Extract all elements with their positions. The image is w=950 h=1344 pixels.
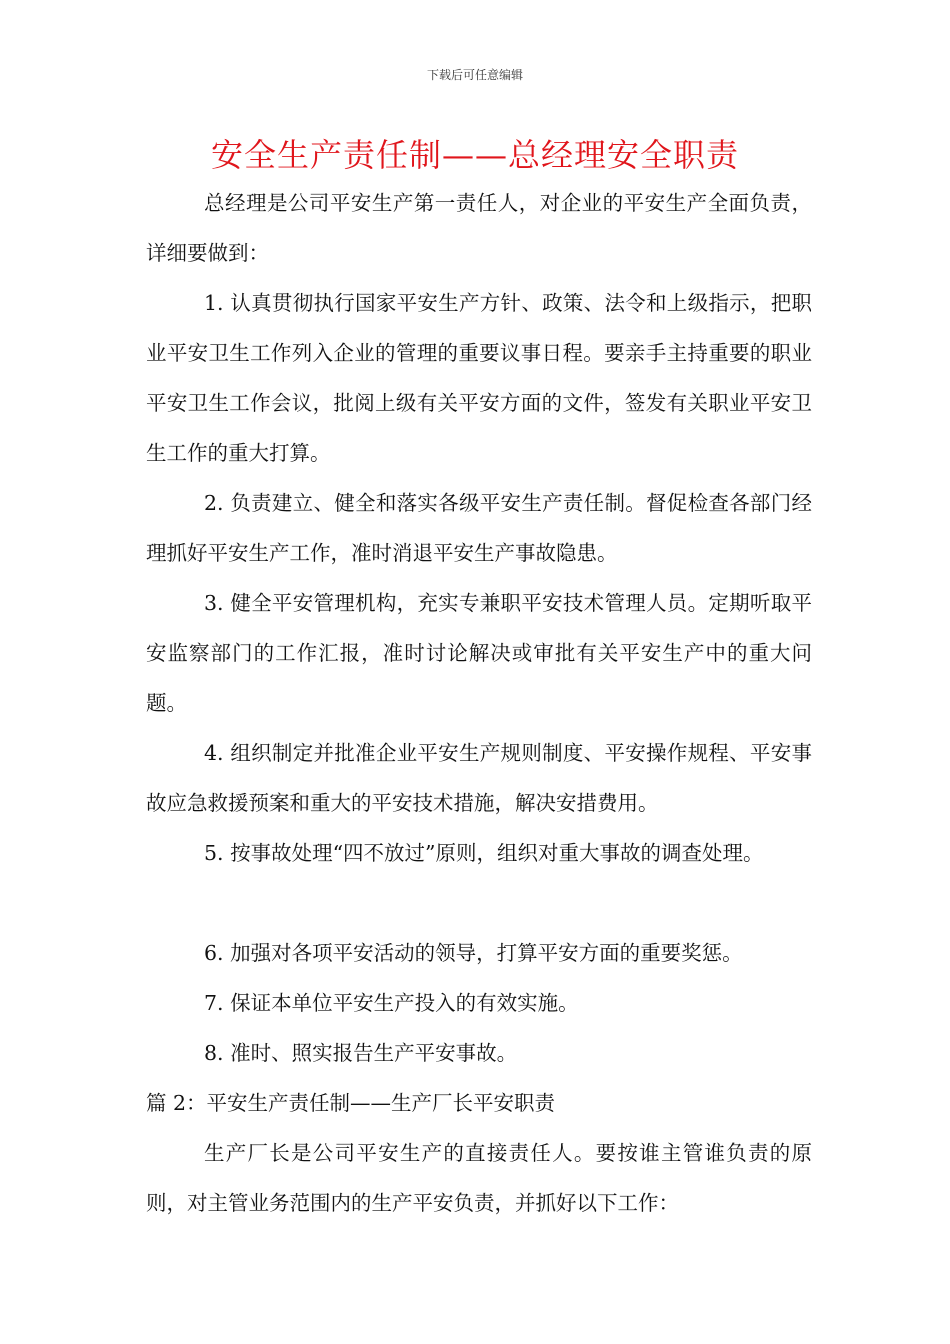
duty-item-8: 8. 准时、照实报告生产平安事故。: [204, 1041, 518, 1065]
duty-item-6: 6. 加强对各项平安活动的领导，打算平安方面的重要奖惩。: [204, 941, 743, 965]
intro-paragraph: 总经理是公司平安生产第一责任人，对企业的平安生产全面负责，详细要做到：: [146, 191, 812, 265]
page-header: 下载后可任意编辑: [426, 68, 523, 82]
blank-line: [146, 878, 812, 928]
document-title: 安全生产责任制——总经理安全职责: [210, 136, 739, 174]
section-2-intro-paragraph: 生产厂长是公司平安生产的直接责任人。要按谁主管谁负责的原则，对主管业务范围内的生产平安负责，并抓好以下工作：: [146, 1141, 812, 1215]
document-body: [146, 178, 812, 1228]
duty-item-2: 2. 负责建立、健全和落实各级平安生产责任制。督促检查各部门经理抓好平安生产工作，准时消退平安生产事故隐患。: [146, 491, 812, 565]
duty-item-5: 5. 按事故处理“四不放过”原则，组织对重大事故的调查处理。: [204, 841, 764, 865]
section-heading-part-2: 篇 2：平安生产责任制——生产厂长平安职责: [146, 1091, 556, 1115]
duty-item-1: 1. 认真贯彻执行国家平安生产方针、政策、法令和上级指示，把职业平安卫生工作列入企业的管理的重要议事日程。要亲手主持重要的职业平安卫生工作会议，批阅上级有关平安方面的文件，签发有关职业平安卫生工作的重大打算。: [146, 291, 812, 465]
duty-item-7: 7. 保证本单位平安生产投入的有效实施。: [204, 991, 579, 1015]
duty-item-4: 4. 组织制定并批准企业平安生产规则制度、平安操作规程、平安事故应急救援预案和重大的平安技术措施，解决安措费用。: [146, 741, 812, 815]
duty-item-3: 3. 健全平安管理机构，充实专兼职平安技术管理人员。定期听取平安监察部门的工作汇报，准时讨论解决或审批有关平安生产中的重大问题。: [146, 591, 812, 715]
